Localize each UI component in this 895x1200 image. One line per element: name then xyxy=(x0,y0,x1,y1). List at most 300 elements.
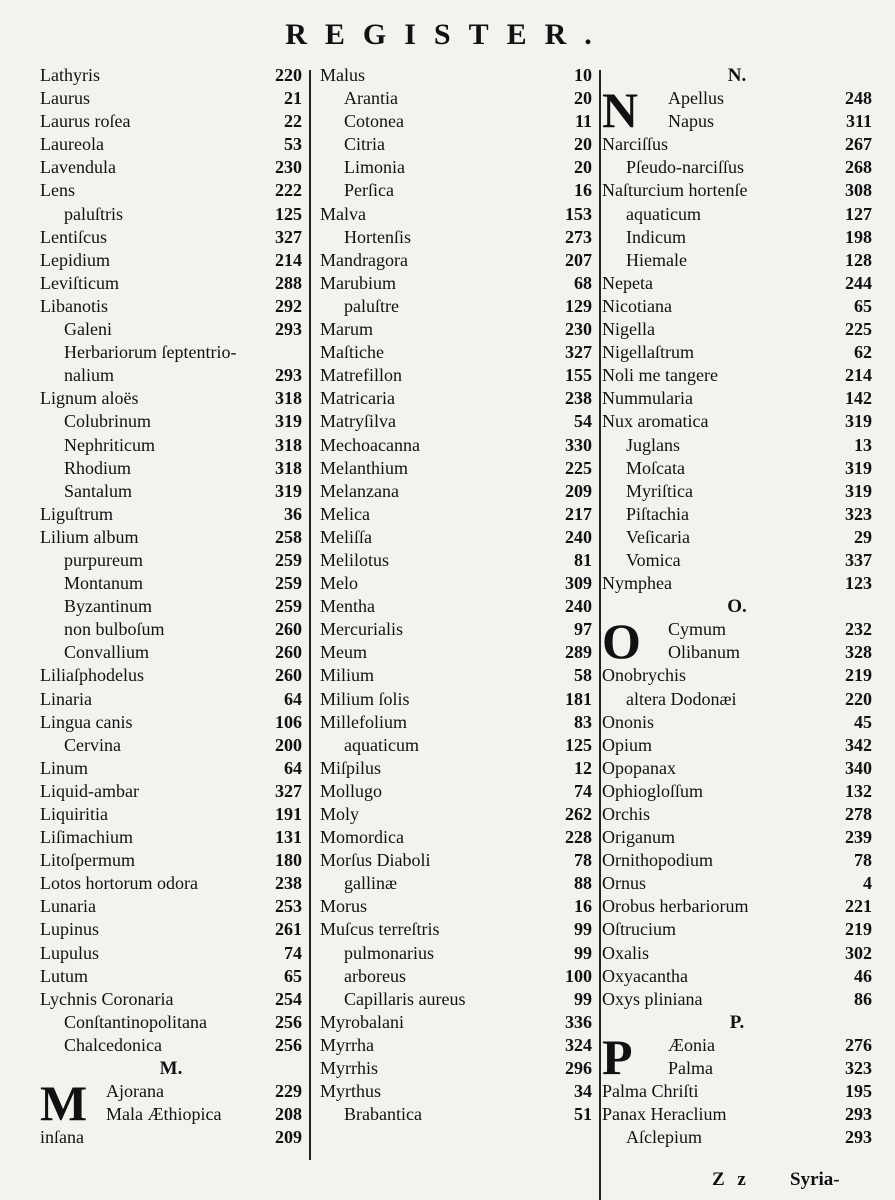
entry-page-number: 65 xyxy=(854,295,872,316)
entry-page-number: 4 xyxy=(863,873,872,894)
entry-page-number: 278 xyxy=(845,804,872,824)
index-entry xyxy=(40,434,302,457)
entry-page-number: 258 xyxy=(275,526,302,547)
entry-page-number: 228 xyxy=(565,827,592,848)
entry-name: Narciſſus xyxy=(602,134,668,155)
entry-name: Hiemale xyxy=(626,249,687,270)
index-entry xyxy=(40,895,302,918)
entry-page-number: 12 xyxy=(574,757,592,778)
entry-name: Liguſtrum xyxy=(40,503,113,524)
index-entry xyxy=(320,272,592,295)
index-entry xyxy=(602,988,872,1011)
index-entry xyxy=(320,249,592,272)
index-entry xyxy=(602,895,872,918)
index-entry xyxy=(320,549,592,572)
index-entry xyxy=(602,942,872,965)
entry-name: Capillaris aureus xyxy=(344,988,466,1009)
drop-cap: N xyxy=(602,82,639,139)
index-entry xyxy=(602,480,872,503)
entry-name: Aſclepium xyxy=(626,1127,702,1148)
entry-page-number: 327 xyxy=(565,342,592,363)
entry-name: Opium xyxy=(602,734,653,755)
entry-page-number: 342 xyxy=(845,734,872,755)
index-entry xyxy=(320,595,592,618)
entry-name: Mala Æthiopica xyxy=(106,1104,222,1125)
entry-page-number: 259 xyxy=(275,596,302,617)
entry-page-number: 155 xyxy=(565,365,592,386)
entry-page-number: 262 xyxy=(565,804,592,824)
entry-name: Lignum aloës xyxy=(40,388,139,409)
index-entry xyxy=(320,318,592,341)
entry-page-number: 276 xyxy=(845,1034,872,1055)
entry-page-number: 318 xyxy=(275,457,302,478)
entry-page-number: 11 xyxy=(574,111,592,132)
entry-name: Milium ſolis xyxy=(320,688,410,709)
index-entry xyxy=(602,918,872,941)
entry-page-number: 10 xyxy=(574,65,592,85)
entry-name: non bulboſum xyxy=(64,619,165,640)
entry-page-number: 219 xyxy=(845,665,872,686)
entry-name: Melo xyxy=(320,573,358,594)
index-entry xyxy=(320,1103,592,1126)
index-entry xyxy=(602,295,872,318)
entry-name: Meliſſa xyxy=(320,526,372,547)
index-entry xyxy=(320,849,592,872)
entry-name: Meum xyxy=(320,642,367,663)
entry-name: Citria xyxy=(344,134,385,155)
index-entry xyxy=(40,272,302,295)
entry-name: Palma xyxy=(668,1058,713,1079)
index-entry xyxy=(320,757,592,780)
entry-page-number: 324 xyxy=(565,1034,592,1055)
entry-page-number: 230 xyxy=(275,157,302,178)
index-entry xyxy=(320,364,592,387)
entry-page-number: 328 xyxy=(845,642,872,663)
entry-page-number: 225 xyxy=(845,319,872,340)
index-entry xyxy=(320,618,592,641)
entry-page-number: 209 xyxy=(275,1127,302,1148)
entry-page-number: 54 xyxy=(574,411,592,432)
entry-page-number: 45 xyxy=(854,711,872,732)
entry-name: Nepeta xyxy=(602,272,653,293)
entry-page-number: 74 xyxy=(574,780,592,801)
entry-name: Noli me tangere xyxy=(602,365,718,386)
entry-name: Ophiogloſſum xyxy=(602,780,704,801)
entry-name: Malva xyxy=(320,203,366,224)
index-entry xyxy=(602,572,872,595)
entry-name: Mercurialis xyxy=(320,619,403,640)
entry-name: Rhodium xyxy=(64,457,132,478)
entry-page-number: 195 xyxy=(845,1081,872,1102)
entry-name: Lilium album xyxy=(40,526,139,547)
index-entry xyxy=(602,133,872,156)
index-entry xyxy=(320,734,592,757)
entry-name: Naſturcium hortenſe xyxy=(602,180,748,201)
entry-page-number: 99 xyxy=(574,919,592,940)
entry-name: Litoſpermum xyxy=(40,850,135,871)
entry-name: Morus xyxy=(320,896,368,917)
index-entry xyxy=(40,1011,302,1034)
entry-name: Herbariorum ſeptentrio- xyxy=(64,342,237,363)
entry-name: Linaria xyxy=(40,688,92,709)
entry-page-number: 68 xyxy=(574,272,592,293)
entry-page-number: 191 xyxy=(275,804,302,824)
entry-page-number: 74 xyxy=(284,942,302,963)
entry-page-number: 214 xyxy=(275,249,302,270)
entry-name: Orchis xyxy=(602,804,650,824)
entry-page-number: 181 xyxy=(565,688,592,709)
entry-name: Colubrinum xyxy=(64,411,152,432)
index-entry xyxy=(320,457,592,480)
entry-name: Myrrha xyxy=(320,1034,374,1055)
entry-page-number: 318 xyxy=(275,434,302,455)
entry-page-number: 127 xyxy=(845,203,872,224)
index-entry xyxy=(40,618,302,641)
entry-name: Brabantica xyxy=(344,1104,422,1125)
index-entry xyxy=(40,318,302,341)
index-entry xyxy=(40,734,302,757)
entry-page-number: 259 xyxy=(275,549,302,570)
index-entry xyxy=(40,572,302,595)
entry-name: Nymphea xyxy=(602,573,672,594)
entry-page-number: 221 xyxy=(845,896,872,917)
entry-page-number: 21 xyxy=(284,88,302,109)
index-entry xyxy=(602,549,872,572)
entry-name: Juglans xyxy=(626,434,680,455)
entry-name: Laurus xyxy=(40,88,90,109)
entry-name: Nigellaſtrum xyxy=(602,342,694,363)
entry-name: Ornithopodium xyxy=(602,850,713,871)
entry-name: Nux aromatica xyxy=(602,411,709,432)
entry-name: Milium xyxy=(320,665,375,686)
index-entry xyxy=(602,1126,872,1149)
entry-name: Cymum xyxy=(668,619,727,640)
entry-page-number: 260 xyxy=(275,665,302,686)
index-entry xyxy=(40,364,302,387)
entry-name: Onobrychis xyxy=(602,665,686,686)
entry-name: aquaticum xyxy=(344,734,419,755)
index-entry xyxy=(320,410,592,433)
entry-name: Conſtantinopolitana xyxy=(64,1011,207,1032)
entry-page-number: 222 xyxy=(275,180,302,201)
entry-page-number: 200 xyxy=(275,734,302,755)
index-entry xyxy=(40,942,302,965)
entry-page-number: 34 xyxy=(574,1081,592,1102)
entry-page-number: 330 xyxy=(565,434,592,455)
entry-name: Nephriticum xyxy=(64,434,155,455)
index-entry xyxy=(320,711,592,734)
index-entry xyxy=(40,295,302,318)
entry-page-number: 296 xyxy=(565,1058,592,1079)
entry-name: aquaticum xyxy=(626,203,701,224)
entry-name: Olibanum xyxy=(668,642,740,663)
entry-name: Melica xyxy=(320,503,370,524)
entry-page-number: 99 xyxy=(574,942,592,963)
entry-name: Pſeudo-narciſſus xyxy=(626,157,744,178)
entry-name: Oſtrucium xyxy=(602,919,676,940)
index-entry xyxy=(320,480,592,503)
index-entry xyxy=(40,780,302,803)
entry-name: Hortenſis xyxy=(344,226,411,247)
page-title: REGISTER. xyxy=(285,18,610,51)
index-entry xyxy=(602,872,872,895)
entry-name: Apellus xyxy=(668,88,724,109)
entry-name: Nicotiana xyxy=(602,295,672,316)
entry-page-number: 248 xyxy=(845,88,872,109)
index-entry xyxy=(602,249,872,272)
entry-page-number: 319 xyxy=(845,411,872,432)
catchword: Syria- xyxy=(790,1169,840,1190)
index-entry xyxy=(40,988,302,1011)
index-entry xyxy=(40,410,302,433)
entry-page-number: 254 xyxy=(275,988,302,1009)
entry-name: Lavendula xyxy=(40,157,116,178)
entry-name: Lepidium xyxy=(40,249,110,270)
entry-name: Oxalis xyxy=(602,942,649,963)
index-entry xyxy=(602,1080,872,1103)
index-entry xyxy=(602,526,872,549)
entry-page-number: 256 xyxy=(275,1034,302,1055)
index-entry xyxy=(320,688,592,711)
entry-page-number: 289 xyxy=(565,642,592,663)
index-entry xyxy=(40,203,302,226)
drop-cap: M xyxy=(40,1075,88,1132)
index-entry xyxy=(320,1080,592,1103)
index-entry xyxy=(602,156,872,179)
index-entry xyxy=(320,872,592,895)
index-entry xyxy=(320,295,592,318)
entry-page-number: 273 xyxy=(565,226,592,247)
index-entry xyxy=(602,1057,872,1080)
index-entry xyxy=(320,780,592,803)
entry-name: Lutum xyxy=(40,965,88,986)
entry-page-number: 20 xyxy=(574,157,592,178)
index-entry xyxy=(320,64,592,87)
index-entry xyxy=(40,156,302,179)
entry-name: Liquiritia xyxy=(40,804,108,824)
entry-name: altera Dodonæi xyxy=(626,688,737,709)
entry-page-number: 209 xyxy=(565,480,592,501)
index-entry xyxy=(40,226,302,249)
index-entry xyxy=(602,664,872,687)
section-letter-heading: M. xyxy=(159,1058,183,1080)
entry-name: Libanotis xyxy=(40,295,108,316)
entry-name: nalium xyxy=(64,365,114,386)
entry-name: Vomica xyxy=(626,549,681,570)
entry-page-number: 267 xyxy=(845,134,872,155)
entry-page-number: 81 xyxy=(574,549,592,570)
index-entry xyxy=(40,249,302,272)
index-entry xyxy=(602,341,872,364)
entry-page-number: 123 xyxy=(845,573,872,594)
entry-name: Cotonea xyxy=(344,111,404,132)
index-entry xyxy=(40,133,302,156)
entry-page-number: 65 xyxy=(284,965,302,986)
index-entry xyxy=(320,503,592,526)
entry-name: Ajorana xyxy=(106,1081,164,1102)
entry-name: purpureum xyxy=(64,549,143,570)
entry-page-number: 131 xyxy=(275,827,302,848)
entry-page-number: 64 xyxy=(284,688,302,709)
entry-name: Lupinus xyxy=(40,919,100,940)
entry-page-number: 22 xyxy=(284,111,302,132)
entry-page-number: 240 xyxy=(565,526,592,547)
index-entry xyxy=(40,711,302,734)
index-entry xyxy=(320,156,592,179)
entry-page-number: 207 xyxy=(565,249,592,270)
entry-page-number: 86 xyxy=(854,988,872,1009)
entry-name: Myrthus xyxy=(320,1081,382,1102)
entry-name: Lentiſcus xyxy=(40,226,107,247)
entry-page-number: 97 xyxy=(574,619,592,640)
entry-name: Æonia xyxy=(668,1034,715,1055)
entry-page-number: 308 xyxy=(845,180,872,201)
entry-page-number: 253 xyxy=(275,896,302,917)
column-divider xyxy=(599,70,601,1200)
entry-name: Liliaſphodelus xyxy=(40,665,144,686)
index-entry xyxy=(320,826,592,849)
entry-name: Liſimachium xyxy=(40,827,133,848)
entry-name: Melilotus xyxy=(320,549,390,570)
index-entry xyxy=(320,664,592,687)
entry-page-number: 229 xyxy=(275,1081,302,1102)
index-column-3 xyxy=(602,64,872,1149)
entry-name: Morſus Diaboli xyxy=(320,850,431,871)
index-entry xyxy=(320,226,592,249)
entry-page-number: 293 xyxy=(275,319,302,340)
entry-name: Maſtiche xyxy=(320,342,384,363)
index-entry xyxy=(40,872,302,895)
entry-name: Nummularia xyxy=(602,388,693,409)
index-entry xyxy=(40,341,302,364)
entry-name: Malus xyxy=(320,65,365,85)
index-entry xyxy=(40,549,302,572)
entry-name: Cervina xyxy=(64,734,121,755)
entry-name: Matricaria xyxy=(320,388,395,409)
entry-name: Napus xyxy=(668,111,714,132)
index-entry xyxy=(320,1034,592,1057)
entry-page-number: 238 xyxy=(565,388,592,409)
index-entry xyxy=(40,1103,302,1126)
entry-page-number: 88 xyxy=(574,873,592,894)
entry-name: Marubium xyxy=(320,272,396,293)
index-entry xyxy=(40,1126,302,1149)
entry-page-number: 83 xyxy=(574,711,592,732)
index-entry xyxy=(40,1034,302,1057)
entry-name: Convallium xyxy=(64,642,149,663)
entry-name: Byzantinum xyxy=(64,596,152,617)
entry-name: Muſcus terreſtris xyxy=(320,919,440,940)
entry-page-number: 64 xyxy=(284,757,302,778)
entry-name: pulmonarius xyxy=(344,942,434,963)
index-entry xyxy=(40,64,302,87)
entry-page-number: 293 xyxy=(845,1104,872,1125)
index-entry xyxy=(602,457,872,480)
index-entry xyxy=(602,226,872,249)
entry-name: Origanum xyxy=(602,827,675,848)
entry-page-number: 46 xyxy=(854,965,872,986)
entry-name: Miſpilus xyxy=(320,757,382,778)
entry-name: Oxys pliniana xyxy=(602,988,703,1009)
index-entry xyxy=(40,965,302,988)
index-column-1 xyxy=(40,64,302,1149)
index-entry xyxy=(602,711,872,734)
entry-name: Lunaria xyxy=(40,896,96,917)
entry-page-number: 125 xyxy=(275,203,302,224)
entry-name: Liquid-ambar xyxy=(40,780,139,801)
entry-page-number: 327 xyxy=(275,780,302,801)
index-entry xyxy=(602,965,872,988)
entry-name: Indicum xyxy=(626,226,686,247)
index-entry xyxy=(320,918,592,941)
index-entry xyxy=(602,849,872,872)
index-entry xyxy=(602,1103,872,1126)
entry-name: Panax Heraclium xyxy=(602,1104,727,1125)
index-entry xyxy=(320,133,592,156)
section-letter-heading: O. xyxy=(727,596,747,618)
index-entry xyxy=(40,849,302,872)
entry-name: Melanthium xyxy=(320,457,408,478)
entry-page-number: 217 xyxy=(565,503,592,524)
entry-name: Chalcedonica xyxy=(64,1034,162,1055)
entry-page-number: 340 xyxy=(845,757,872,778)
entry-name: Galeni xyxy=(64,319,112,340)
entry-page-number: 219 xyxy=(845,919,872,940)
entry-name: Matryſilva xyxy=(320,411,396,432)
index-entry xyxy=(320,641,592,664)
entry-page-number: 51 xyxy=(574,1104,592,1125)
index-entry xyxy=(40,826,302,849)
entry-page-number: 20 xyxy=(574,134,592,155)
index-entry xyxy=(40,457,302,480)
index-entry xyxy=(602,387,872,410)
entry-name: Leviſticum xyxy=(40,272,119,293)
entry-name: Mandragora xyxy=(320,249,408,270)
index-entry xyxy=(320,965,592,988)
index-entry xyxy=(40,503,302,526)
entry-name: gallinæ xyxy=(344,873,397,894)
index-entry xyxy=(602,641,872,664)
index-entry xyxy=(320,572,592,595)
index-entry xyxy=(320,1011,592,1034)
entry-page-number: 100 xyxy=(565,965,592,986)
entry-name: Lychnis Coronaria xyxy=(40,988,174,1009)
entry-page-number: 142 xyxy=(845,388,872,409)
index-entry xyxy=(40,595,302,618)
entry-name: Melanzana xyxy=(320,480,399,501)
entry-name: Lingua canis xyxy=(40,711,133,732)
entry-page-number: 29 xyxy=(854,526,872,547)
entry-name: Lotos hortorum odora xyxy=(40,873,198,894)
entry-page-number: 125 xyxy=(565,734,592,755)
entry-name: Palma Chriſti xyxy=(602,1081,699,1102)
entry-name: paluſtre xyxy=(344,295,399,316)
entry-page-number: 220 xyxy=(275,65,302,85)
entry-page-number: 302 xyxy=(845,942,872,963)
entry-page-number: 220 xyxy=(845,688,872,709)
entry-page-number: 132 xyxy=(845,780,872,801)
entry-name: Lens xyxy=(40,180,75,201)
entry-name: Montanum xyxy=(64,573,143,594)
entry-page-number: 327 xyxy=(275,226,302,247)
index-entry xyxy=(40,110,302,133)
entry-name: Laurus roſea xyxy=(40,111,131,132)
entry-page-number: 259 xyxy=(275,573,302,594)
entry-page-number: 214 xyxy=(845,365,872,386)
entry-name: Lupulus xyxy=(40,942,100,963)
index-entry xyxy=(602,364,872,387)
index-entry xyxy=(602,434,872,457)
